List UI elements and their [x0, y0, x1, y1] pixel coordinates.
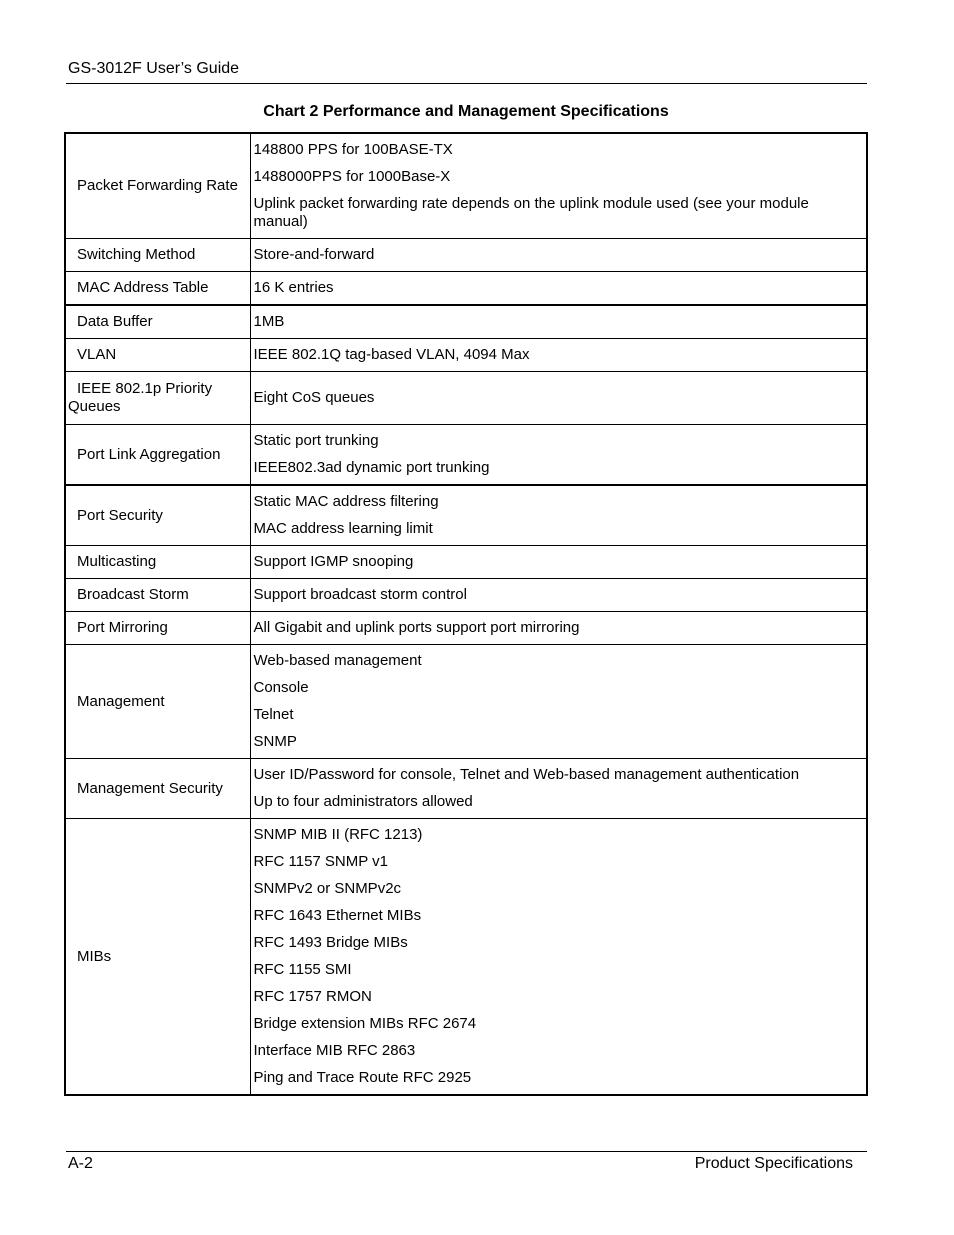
table-row-priority-queues	[65, 372, 867, 425]
row-label: MIBs	[65, 819, 250, 1096]
row-values	[250, 239, 867, 272]
table-row-packet-forwarding-rate	[65, 133, 867, 239]
row-label: Data Buffer	[65, 305, 250, 339]
value-line: User ID/Password for console, Telnet and Web-based management authentication	[253, 766, 800, 783]
value-line: 1MB	[253, 313, 285, 330]
row-values	[250, 339, 867, 372]
value-line: IEEE802.3ad dynamic port trunking	[253, 459, 490, 476]
value-line: Console	[253, 679, 309, 696]
value-line: RFC 1155 SMI	[253, 961, 352, 978]
value-line: 148800 PPS for 100BASE-TX	[253, 141, 453, 158]
value-line: RFC 1643 Ethernet MIBs	[253, 907, 422, 924]
value-line: Static MAC address filtering	[253, 493, 439, 510]
row-label-line: Queues	[68, 398, 121, 415]
row-label: Switching Method	[65, 239, 250, 272]
row-label: VLAN	[65, 339, 250, 372]
row-label: Packet Forwarding Rate	[65, 133, 250, 239]
value-line: Support broadcast storm control	[253, 586, 467, 603]
row-values	[250, 272, 867, 306]
row-label: Port Mirroring	[65, 612, 250, 645]
value-line: Web-based management	[253, 652, 422, 669]
table-row-port-security	[65, 485, 867, 546]
value-line: IEEE 802.1Q tag-based VLAN, 4094 Max	[253, 346, 530, 363]
row-values	[250, 425, 867, 486]
table-row-mac-address-table	[65, 272, 867, 306]
row-label: Management Security	[65, 759, 250, 819]
row-values	[250, 133, 867, 239]
value-line: Up to four administrators allowed	[253, 793, 473, 810]
table-row-switching-method	[65, 239, 867, 272]
value-line: Bridge extension MIBs RFC 2674	[253, 1015, 477, 1032]
specifications-table	[64, 132, 868, 1096]
row-label: Port Security	[65, 485, 250, 546]
value-line: Eight CoS queues	[253, 389, 375, 406]
table-row-vlan	[65, 339, 867, 372]
row-values	[250, 579, 867, 612]
table-row-data-buffer	[65, 305, 867, 339]
row-values	[250, 759, 867, 819]
value-line: Static port trunking	[253, 432, 379, 449]
page-number: A-2	[68, 1155, 93, 1172]
value-line: Ping and Trace Route RFC 2925	[253, 1069, 472, 1086]
table-row-port-link-aggregation	[65, 425, 867, 486]
row-label: Multicasting	[65, 546, 250, 579]
row-values	[250, 612, 867, 645]
table-row-management	[65, 645, 867, 759]
row-values	[250, 372, 867, 425]
value-line: All Gigabit and uplink ports support port mirroring	[253, 619, 580, 636]
value-line: RFC 1493 Bridge MIBs	[253, 934, 408, 951]
row-label: MAC Address Table	[65, 272, 250, 306]
table-row-multicasting	[65, 546, 867, 579]
value-line: Uplink packet forwarding rate depends on the uplink module used (see your module manual)	[253, 195, 809, 230]
value-line: RFC 1157 SNMP v1	[253, 853, 388, 870]
row-values	[250, 305, 867, 339]
value-line: SNMPv2 or SNMPv2c	[253, 880, 402, 897]
row-values	[250, 485, 867, 546]
section-name: Product Specifications	[694, 1155, 853, 1172]
value-line: Telnet	[253, 706, 294, 723]
table-row-management-security	[65, 759, 867, 819]
value-line: 1488000PPS for 1000Base-X	[253, 168, 451, 185]
row-values	[250, 546, 867, 579]
value-line: MAC address learning limit	[253, 520, 433, 537]
table-row-port-mirroring	[65, 612, 867, 645]
value-line: Support IGMP snooping	[253, 553, 414, 570]
row-label-line: IEEE 802.1p Priority	[77, 380, 213, 397]
row-label: Management	[65, 645, 250, 759]
value-line: Store-and-forward	[253, 246, 375, 263]
document-title: GS-3012F User’s Guide	[68, 60, 240, 77]
value-line: Interface MIB RFC 2863	[253, 1042, 416, 1059]
page-header	[66, 58, 867, 84]
value-line: SNMP	[253, 733, 297, 750]
value-line: 16 K entries	[253, 279, 334, 296]
value-line: RFC 1757 RMON	[253, 988, 372, 1005]
row-label: Port Link Aggregation	[65, 425, 250, 486]
page-footer	[66, 1151, 867, 1176]
table-row-broadcast-storm	[65, 579, 867, 612]
row-label	[65, 372, 250, 425]
row-label: Broadcast Storm	[65, 579, 250, 612]
row-values	[250, 819, 867, 1096]
row-values	[250, 645, 867, 759]
table-row-mibs	[65, 819, 867, 1096]
value-line: SNMP MIB II (RFC 1213)	[253, 826, 423, 843]
chart-title: Chart 2 Performance and Management Specifications	[263, 103, 669, 120]
